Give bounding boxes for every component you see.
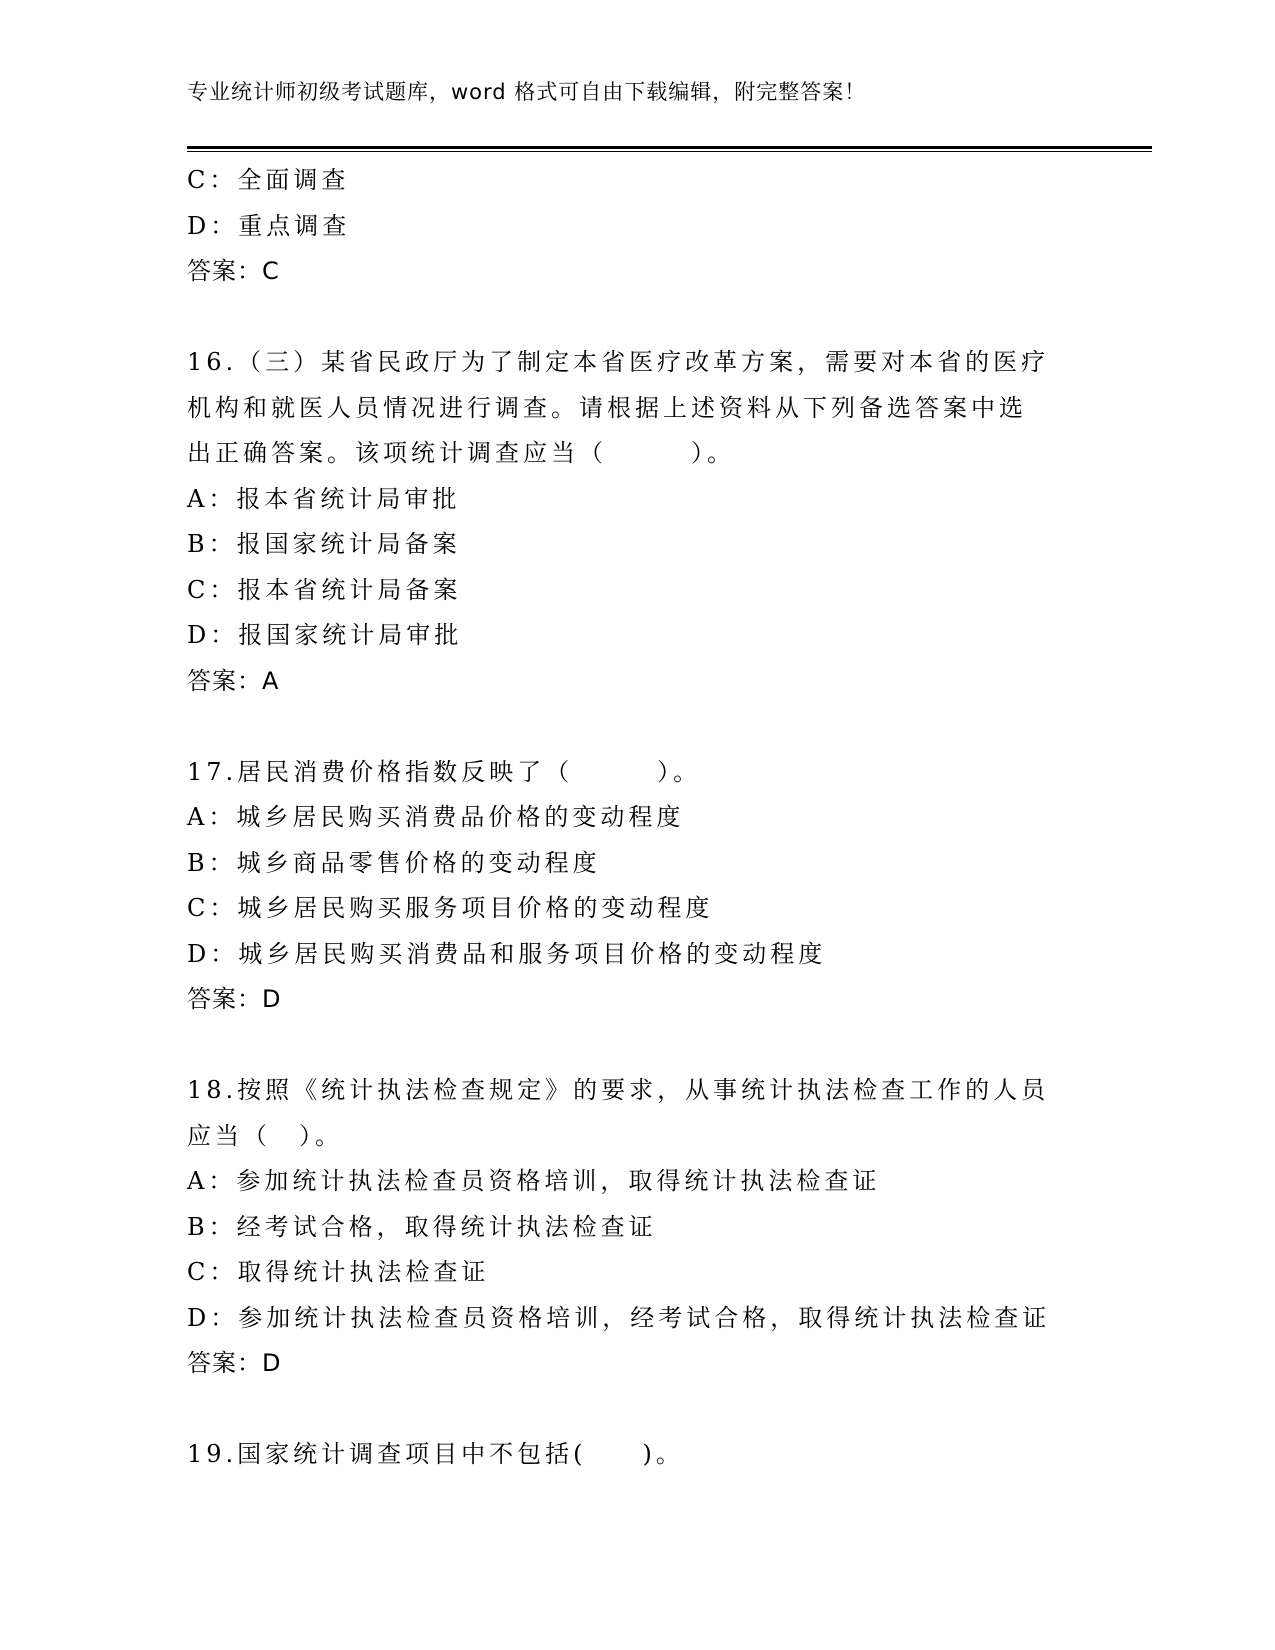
spacer [187, 1387, 1087, 1433]
option-line: D：报国家统计局审批 [187, 621, 463, 649]
question-17 [187, 750, 1087, 1023]
header-divider [187, 146, 1152, 152]
question-19 [187, 1432, 1087, 1478]
option-line: A：参加统计执法检查员资格培训，取得统计执法检查证 [187, 1167, 881, 1195]
header-divider-thick [187, 146, 1152, 149]
question-stem-line: 出正确答案。该项统计调查应当（ ）。 [187, 439, 735, 467]
option-line: C：全面调查 [187, 166, 350, 194]
question-stem-line: 19.国家统计调查项目中不包括( )。 [187, 1440, 684, 1468]
spacer [187, 1023, 1087, 1069]
question-content [187, 158, 1087, 1478]
spacer [187, 295, 1087, 341]
question-stem-line: 17.居民消费价格指数反映了（ ）。 [187, 757, 702, 786]
question-stem-line: 16.（三）某省民政厅为了制定本省医疗改革方案，需要对本省的医疗 [187, 348, 1050, 376]
option-line: B：城乡商品零售价格的变动程度 [187, 848, 601, 877]
question-stem-line: 应当（ ）。 [187, 1121, 343, 1150]
option-line: C：取得统计执法检查证 [187, 1258, 490, 1286]
question-stem-line: 18.按照《统计执法检查规定》的要求，从事统计执法检查工作的人员 [187, 1076, 1050, 1104]
option-line: C：报本省统计局备案 [187, 575, 462, 604]
option-line: D：城乡居民购买消费品和服务项目价格的变动程度 [187, 939, 827, 968]
header-divider-thin [187, 151, 1152, 152]
question-15-tail [187, 158, 1087, 295]
option-line: C：城乡居民购买服务项目价格的变动程度 [187, 894, 714, 922]
option-line: A：城乡居民购买消费品价格的变动程度 [187, 803, 685, 831]
option-line: D：参加统计执法检查员资格培训，经考试合格，取得统计执法检查证 [187, 1303, 1051, 1332]
option-line: A：报本省统计局审批 [187, 484, 461, 513]
option-line: D：重点调查 [187, 211, 351, 240]
option-line: B：经考试合格，取得统计执法检查证 [187, 1212, 657, 1241]
answer-line: 答案：A [187, 666, 280, 695]
question-stem-line: 机构和就医人员情况进行调查。请根据上述资料从下列备选答案中选 [187, 393, 1027, 422]
answer-line: 答案：D [187, 985, 282, 1013]
question-16 [187, 340, 1087, 704]
answer-line: 答案：D [187, 1349, 282, 1377]
page-header: 专业统计师初级考试题库，word 格式可自由下载编辑，附完整答案！ [187, 80, 867, 104]
answer-line: 答案：C [187, 257, 280, 285]
question-18 [187, 1068, 1087, 1387]
spacer [187, 704, 1087, 750]
option-line: B：报国家统计局备案 [187, 530, 461, 558]
